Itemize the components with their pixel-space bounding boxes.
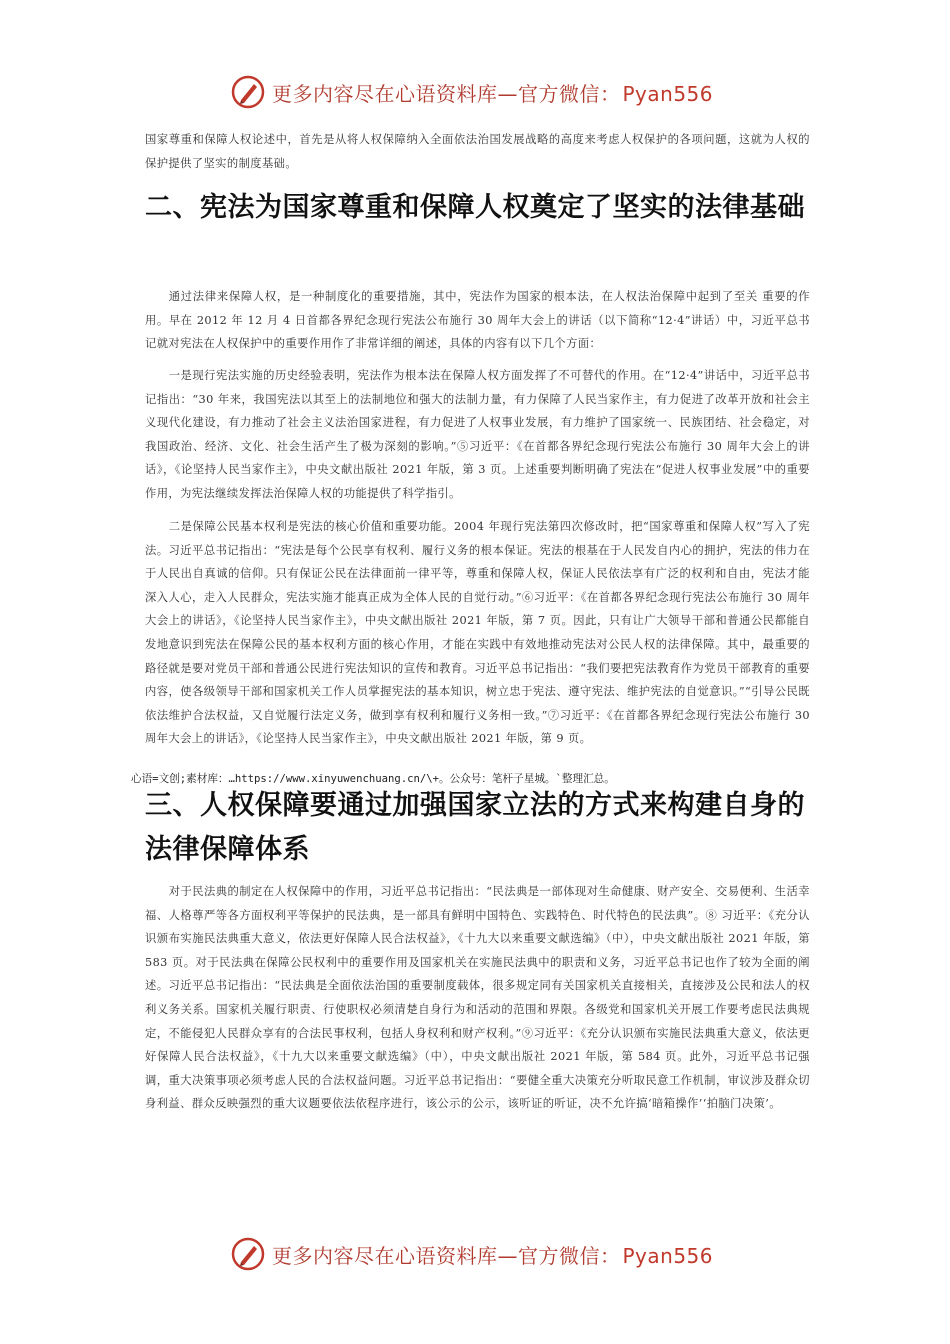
- section-2-paragraph-2: 一是现行宪法实施的历史经验表明，宪法作为根本法在保障人权方面发挥了不可替代的作用。在“12·4”讲话中，习近平总书记指出：“30 年来，我国宪法以其至上的法制地位和强大的法制力量，有力保障了人民当家作主，有力促进了改革开放和社会主义现代化建设，有力推动了社会主义法治国家进程，有力促进了人权事业发展，有力维护了国家统一、民族团结、社会稳定，对我国政治、经济、文化、社会生活产生了极为深刻的影响。”⑤习近平：《在首都各界纪念现行宪法公布施行 30 周年大会上的讲话》，《论坚持人民当家作主》，中央文献出版社 2021 年版，第 3 页。上述重要判断明确了宪法在“促进人权事业发展”中的重要作用，为宪法继续发挥法治保障人权的功能提供了科学指引。: [145, 369, 810, 500]
- pen-logo-icon: [230, 1236, 266, 1272]
- top-banner: [230, 72, 750, 112]
- intro-paragraph: 国家尊重和保障人权论述中，首先是从将人权保障纳入全面依法治国发展战略的高度来考虑人权保护的各项问题，这就为人权的保护提供了坚实的制度基础。: [145, 133, 810, 170]
- section-2-heading: 二、宪法为国家尊重和保障人权奠定了坚实的法律基础: [145, 192, 805, 223]
- section-3-heading: 三、人权保障要通过加强国家立法的方式来构建自身的法律保障体系: [145, 790, 805, 865]
- banner-text: 更多内容尽在心语资料库—官方微信： Pyan556: [272, 1243, 714, 1268]
- section-2-paragraph-3: 二是保障公民基本权利是宪法的核心价值和重要功能。2004 年现行宪法第四次修改时，把“国家尊重和保障人权”写入了宪法。习近平总书记指出：“宪法是每个公民享有权利、履行义务的根本保证。宪法的根基在于人民发自内心的拥护，宪法的伟力在于人民出自真诚的信仰。只有保证公民在法律面前一律平等，尊重和保障人权，保证人民依法享有广泛的权利和自由，宪法才能深入人心，走入人民群众，宪法实施才能真正成为全体人民的自觉行动。”⑥习近平：《在首都各界纪念现行宪法公布施行 30 周年大会上的讲话》，《论坚持人民当家作主》，中央文献出版社 2021 年版，第 7 页。因此，只有让广大领导干部和普通公民都能自发地意识到宪法在保障公民的基本权利方面的核心作用，才能在实践中有效地推动宪法对公民人权的法律保障。其中，最重要的路径就是要对党员干部和普通公民进行宪法知识的宣传和教育。习近平总书记指出：“我们要把宪法教育作为党员干部教育的重要内容，使各级领导干部和国家机关工作人员掌握宪法的基本知识，树立忠于宪法、遵守宪法、维护宪法的自觉意识。”“引导公民既依法维护合法权益，又自觉履行法定义务，做到享有权利和履行义务相一致。”⑦习近平：《在首都各界纪念现行宪法公布施行 30 周年大会上的讲话》，《论坚持人民当家作主》，中央文献出版社 2021 年版，第 9 页。: [145, 520, 810, 746]
- section-2-paragraph-1: 通过法律来保障人权，是一种制度化的重要措施，其中，宪法作为国家的根本法，在人权法治保障中起到了至关 重要的作用。早在 2012 年 12 月 4 日首都各界纪念现行宪法公布施行 30 周年大会上的讲话（以下简称“12·4”讲话）中，习近平总书记就对宪法在人权保护中的重要作用作了非常详细的阐述，具体的内容有以下几个方面：: [145, 290, 810, 351]
- section-3-paragraph-1: 对于民法典的制定在人权保障中的作用，习近平总书记指出：“民法典是一部体现对生命健康、财产安全、交易便利、生活幸福、人格尊严等各方面权利平等保护的民法典，是一部具有鲜明中国特色、实践特色、时代特色的民法典”。⑧ 习近平：《充分认识颁布实施民法典重大意义，依法更好保障人民合法权益》，《十九大以来重要文献选编》（中），中央文献出版社 2021 年版，第 583 页。对于民法典在保障公民权利中的重要作用及国家机关在实施民法典中的职责和义务，习近平总书记也作了较为全面的阐述。习近平总书记指出：“民法典是全面依法治国的重要制度载体，很多规定同有关国家机关直接相关，直接涉及公民和法人的权利义务关系。国家机关履行职责、行使职权必须清楚自身行为和活动的范围和界限。各级党和国家机关开展工作要考虑民法典规定，不能侵犯人民群众享有的合法民事权利，包括人身权利和财产权利。”⑨习近平：《充分认识颁布实施民法典重大意义，依法更好保障人民合法权益》，《十九大以来重要文献选编》（中），中央文献出版社 2021 年版，第 584 页。此外，习近平总书记强调，重大决策事项必须考虑人民的合法权益问题。习近平总书记指出：“要健全重大决策充分听取民意工作机制，审议涉及群众切身利益、群众反映强烈的重大议题要依法依程序进行，该公示的公示，该听证的听证，决不允许搞‘暗箱操作’‘拍脑门决策’。: [145, 885, 810, 1111]
- banner-text: 更多内容尽在心语资料库—官方微信： Pyan556: [272, 81, 714, 106]
- wechat-id: Pyan556: [622, 81, 714, 106]
- source-note: 心语=文创;素材库：…https://www.xinyuwenchuang.cn/\+。公众号：笔杆子星城。`整理汇总。: [131, 773, 615, 785]
- wechat-id: Pyan556: [622, 1243, 714, 1268]
- bottom-banner: [230, 1234, 750, 1274]
- pen-logo-icon: [230, 74, 266, 110]
